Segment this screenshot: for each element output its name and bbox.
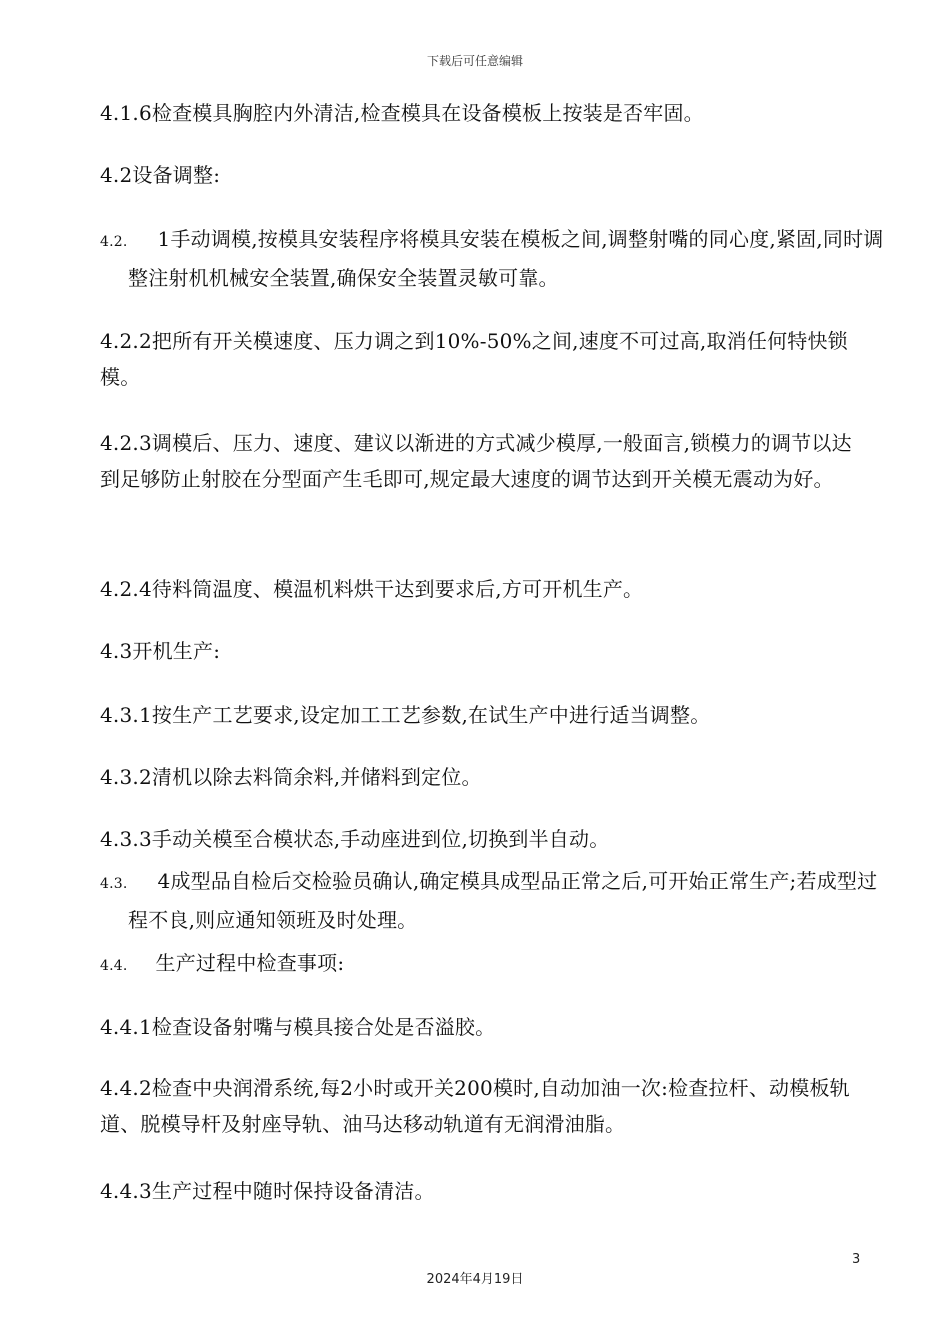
paragraph-4-3-4 <box>100 863 893 938</box>
page-header: 下载后可任意编辑 <box>426 54 523 68</box>
paragraph-4-3-2: 4.3.2清机以除去料筒余料,并储料到定位。 <box>100 765 482 789</box>
paragraph-4-2-4: 4.2.4待料筒温度、模温机料烘干达到要求后,方可开机生产。 <box>100 577 644 601</box>
paragraph-body: 生产过程中检查事项: <box>155 951 345 975</box>
paragraph-number: 4.3. <box>100 876 128 892</box>
footer-date: 2024年4月19日 <box>426 1272 524 1287</box>
heading-4-3: 4.3开机生产: <box>100 639 221 663</box>
paragraph-number: 4.4. <box>100 958 128 974</box>
paragraph-4-2-2: 4.2.2把所有开关模速度、压力调之到10%-50%之间,速度不可过高,取消任何特快锁模。 <box>100 329 848 389</box>
paragraph-4-3-1: 4.3.1按生产工艺要求,设定加工工艺参数,在试生产中进行适当调整。 <box>100 703 711 727</box>
heading-4-4 <box>100 945 865 984</box>
paragraph-4-4-1: 4.4.1检查设备射嘴与模具接合处是否溢胶。 <box>100 1015 496 1039</box>
paragraph-body: 4成型品自检后交检验员确认,确定模具成型品正常之后,可开始正常生产;若成型过程不良,则应通知领班及时处理。 <box>128 869 878 932</box>
paragraph-number: 4.2. <box>100 234 128 250</box>
paragraph-body: 1手动调模,按模具安装程序将模具安装在模板之间,调整射嘴的同心度,紧固,同时调整注射机机械安全装置,确保安全装置灵敏可靠。 <box>128 227 884 290</box>
paragraph-4-1-6: 4.1.6检查模具胸腔内外清洁,检查模具在设备模板上按装是否牢固。 <box>100 101 704 125</box>
paragraph-4-3-3: 4.3.3手动关模至合模状态,手动座进到位,切换到半自动。 <box>100 827 610 851</box>
paragraph-4-2-3: 4.2.3调模后、压力、速度、建议以渐进的方式减少模厚,一般面言,锁模力的调节以达到足够防止射胶在分型面产生毛即可,规定最大速度的调节达到开关模无震动为好。 <box>100 431 852 491</box>
paragraph-4-4-3: 4.4.3生产过程中随时保持设备清洁。 <box>100 1179 435 1203</box>
paragraph-4-4-2: 4.4.2检查中央润滑系统,每2小时或开关200模时,自动加油一次:检查拉杆、动模板轨道、脱模导杆及射座导轨、油马达移动轨道有无润滑油脂。 <box>100 1076 850 1136</box>
paragraph-4-2-1 <box>100 221 893 296</box>
heading-4-2: 4.2设备调整: <box>100 163 221 187</box>
page-number: 3 <box>852 1252 861 1267</box>
